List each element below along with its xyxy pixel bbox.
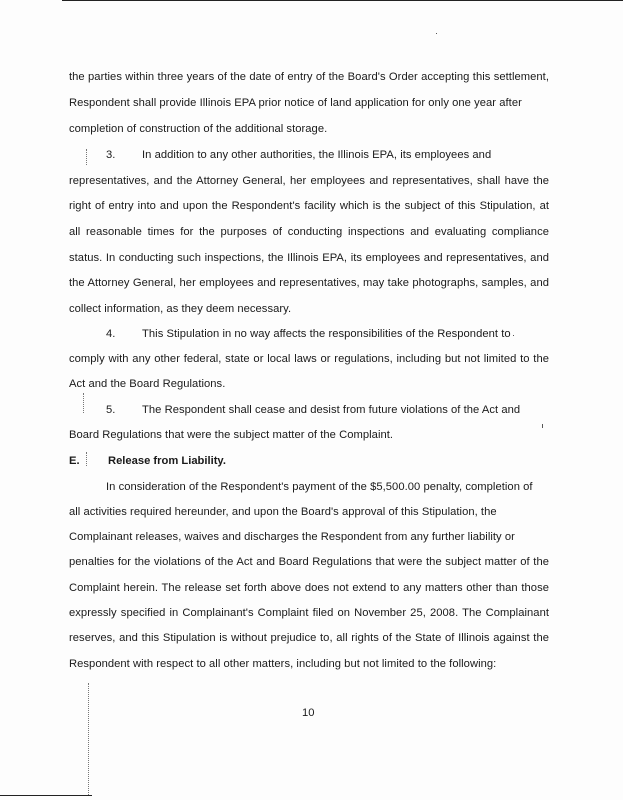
body-line: penalties for the violations of the Act and Board Regulations that were the subject matter of the [69,556,549,568]
body-line: completion of construction of the additional storage. [69,123,328,135]
body-line: Complaint herein. The release set forth above does not extend to any matters other than those [69,582,549,594]
body-line: comply with any other federal, state or local laws or regulations, including but not limited to the [69,353,549,365]
body-line: Board Regulations that were the subject matter of the Complaint. [69,429,394,441]
paragraph-number: 5. [106,404,116,416]
body-line: the Attorney General, her employees and representatives, may take photographs, samples, and [69,277,549,289]
margin-dot-column [86,452,88,466]
body-line: all activities required hereunder, and upon the Board's approval of this Stipulation, the [69,506,497,518]
section-title: Release from Liability. [108,455,226,467]
scan-speck [513,335,514,336]
paragraph-number: 4. [106,328,116,340]
section-letter: E. [69,455,80,467]
body-line: right of entry into and upon the Respondent's facility which is the subject of this Stipulation, at [69,200,549,212]
body-line: representatives, and the Attorney General, her employees and representatives, shall have the [69,175,549,187]
body-line: In addition to any other authorities, the Illinois EPA, its employees and [142,149,492,161]
body-line: Respondent shall provide Illinois EPA prior notice of land application for only one year after [69,97,522,109]
body-line: In consideration of the Respondent's payment of the $5,500.00 penalty, completion of [106,481,533,493]
margin-dot-column [86,149,88,165]
scan-speck [436,33,437,34]
top-edge-line [62,0,623,1]
body-line: Complainant releases, waives and discharges the Respondent from any further liability or [69,531,515,543]
page-number: 10 [302,707,315,719]
body-line: The Respondent shall cease and desist from future violations of the Act and [142,404,521,416]
body-line: status. In conducting such inspections, the Illinois EPA, its employees and representatives, and [69,252,549,264]
margin-dot-column [88,683,90,795]
body-line: collect information, as they deem necessary. [69,303,292,315]
margin-dot-column [83,393,85,413]
body-line: Act and the Board Regulations. [69,378,226,390]
body-line: This Stipulation in no way affects the responsibilities of the Respondent to [142,328,511,340]
body-line: reserves, and this Stipulation is without prejudice to, all rights of the State of Illinois against the [69,632,549,644]
paragraph-number: 3. [106,149,116,161]
body-line: expressly specified in Complainant's Complaint filed on November 25, 2008. The Complainant [69,607,549,619]
body-line: all reasonable times for the purposes of conducting inspections and evaluating compliance [69,226,549,238]
bottom-edge-line [0,795,92,796]
body-line: the parties within three years of the date of entry of the Board's Order accepting this settlement, [69,71,549,83]
body-line: Respondent with respect to all other matters, including but not limited to the following: [69,658,497,670]
